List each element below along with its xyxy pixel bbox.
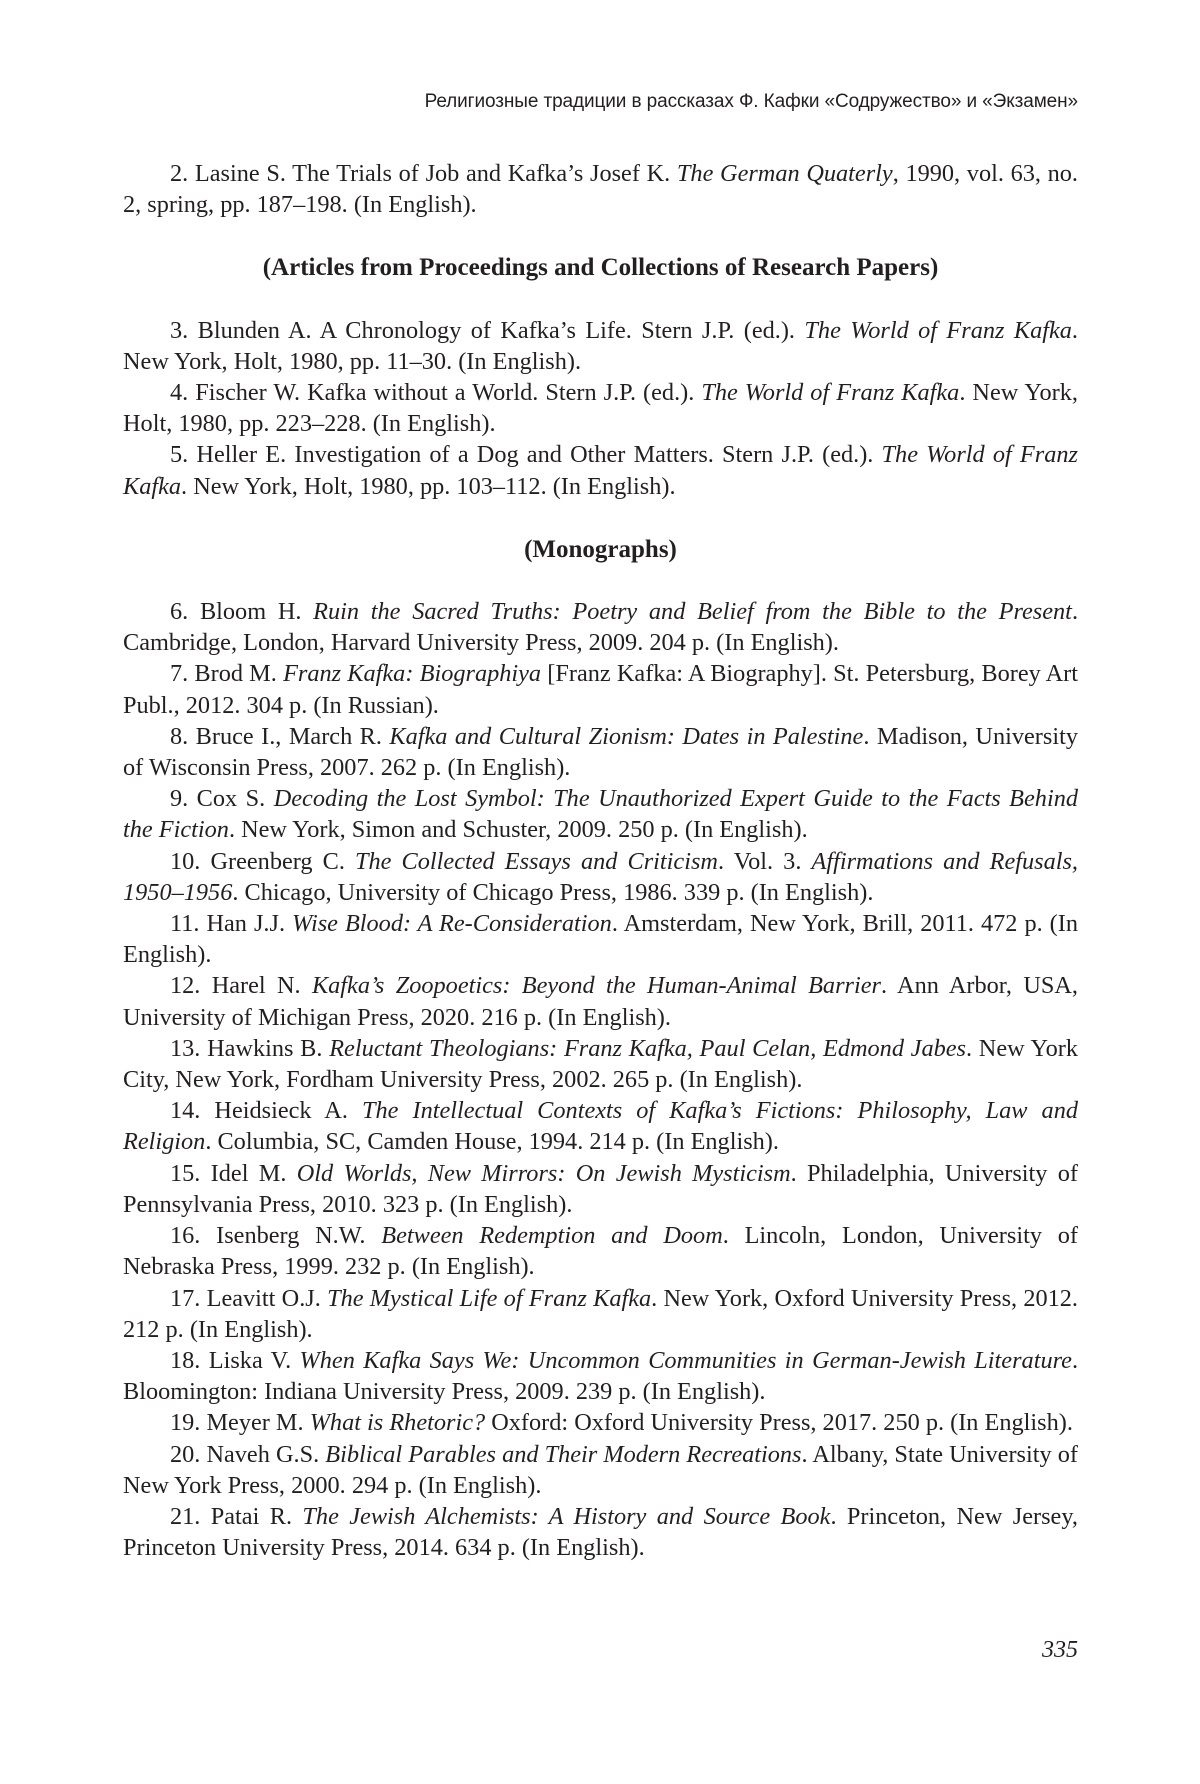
reference-entry <box>123 1501 1078 1563</box>
reference-entry <box>123 596 1078 658</box>
reference-text: 16. Isenberg N.W. <box>170 1222 382 1250</box>
section-spacer <box>123 565 1078 596</box>
reference-text: . Vol. 3. <box>717 847 812 875</box>
reference-text: 19. Meyer M. <box>170 1409 310 1437</box>
reference-list <box>123 158 1078 1563</box>
reference-title: The Collected Essays and Criticism <box>355 847 718 875</box>
reference-text: 6. Bloom H. <box>170 598 314 626</box>
reference-text: [Franz Kafka: A Biography]. St. Petersburg, Borey Art Publ., 2012. 304 p. (In Russian). <box>123 660 1079 719</box>
reference-text: 18. Liska V. <box>170 1346 300 1374</box>
reference-text: . New York, Holt, 1980, pp. 11–30. (In English). <box>123 316 1078 375</box>
reference-text: . New York, Holt, 1980, pp. 103–112. (In English). <box>181 472 676 500</box>
reference-text: . Princeton, New Jersey, Princeton University Press, 2014. 634 p. (In English). <box>123 1502 1078 1562</box>
reference-title: Ruin the Sacred Truths: Poetry and Belief from the Bible to the Present <box>313 598 1072 626</box>
reference-text: . Madison, University of Wisconsin Press, 2007. 262 p. (In English). <box>123 722 1078 782</box>
reference-text: 15. Idel M. <box>170 1159 297 1187</box>
reference-title: When Kafka Says We: Uncommon Communities in German-Jewish Literature <box>299 1346 1072 1374</box>
reference-title: The German Quaterly <box>676 160 893 187</box>
reference-title: The Jewish Alchemists: A History and Source Book <box>302 1502 831 1530</box>
running-header: Религиозные традиции в рассказах Ф. Кафки «Содружество» и «Экзамен» <box>424 91 1078 112</box>
reference-text: 11. Han J.J. <box>170 910 293 938</box>
reference-title: Old Worlds, New Mirrors: On Jewish Mysticism <box>296 1159 791 1187</box>
reference-text: 14. Heidsieck A. <box>170 1097 362 1125</box>
reference-text: 21. Patai R. <box>170 1502 303 1530</box>
reference-text: . Philadelphia, University of Pennsylvania Press, 2010. 323 p. (In English). <box>123 1159 1078 1218</box>
reference-entry <box>123 721 1078 783</box>
reference-text: . New York City, New York, Fordham University Press, 2002. 265 p. (In English). <box>123 1034 1078 1094</box>
reference-entry <box>123 783 1078 845</box>
reference-title: Biblical Parables and Their Modern Recreations <box>325 1440 802 1468</box>
reference-entry <box>123 1158 1078 1220</box>
page-number: 335 <box>1042 1637 1078 1663</box>
reference-entry <box>123 1283 1078 1345</box>
reference-text: . New York, Oxford University Press, 2012. 212 p. (In English). <box>123 1284 1079 1343</box>
reference-text: 9. Cox S. <box>170 785 274 813</box>
reference-text: 8. Bruce I., March R. <box>170 722 390 750</box>
reference-entry <box>123 1033 1078 1095</box>
reference-text: . Lincoln, London, University of Nebraska Press, 1999. 232 p. (In English). <box>123 1222 1078 1281</box>
reference-text: . Chicago, University of Chicago Press, 1986. 339 p. (In English). <box>232 878 874 906</box>
reference-title: What is Rhetoric? <box>309 1409 486 1437</box>
reference-entry <box>123 439 1078 501</box>
section-heading: (Monographs) <box>524 535 677 563</box>
reference-text: 10. Greenberg C. <box>170 847 356 875</box>
reference-entry <box>123 658 1078 720</box>
section-spacer <box>123 284 1078 315</box>
reference-title: Affirmations and Refusals, 1950–1956 <box>123 847 1079 906</box>
reference-title: Reluctant Theologians: Franz Kafka, Paul Celan, Edmond Jabes <box>329 1034 967 1062</box>
reference-title: Kafka’s Zoopoetics: Beyond the Human-Animal Barrier <box>311 972 881 1000</box>
reference-text: . Ann Arbor, USA, University of Michigan Press, 2020. 216 p. (In English). <box>123 972 1079 1031</box>
reference-entry <box>123 1439 1078 1501</box>
reference-text: . New York, Holt, 1980, pp. 223–228. (In English). <box>123 379 1078 438</box>
reference-text: 17. Leavitt O.J. <box>170 1284 328 1312</box>
reference-title: Decoding the Lost Symbol: The Unauthorized Expert Guide to the Facts Behind the Fiction <box>123 785 1078 844</box>
reference-title: Franz Kafka: Biographiya <box>283 660 542 688</box>
reference-text: 4. Fischer W. Kafka without a World. Stern J.P. (ed.). <box>170 379 702 407</box>
reference-title: The Mystical Life of Franz Kafka <box>327 1284 652 1312</box>
section-heading: (Articles from Proceedings and Collections of Research Papers) <box>262 254 939 282</box>
reference-text: , 1990, vol. 63, no. 2, spring, pp. 187–198. (In English). <box>123 160 1079 219</box>
reference-entry <box>123 1220 1078 1282</box>
reference-entry <box>123 315 1078 377</box>
reference-text: 13. Hawkins B. <box>170 1034 330 1062</box>
reference-title: The Intellectual Contexts of Kafka’s Fictions: Philosophy, Law and Religion <box>123 1097 1078 1156</box>
reference-text: . Albany, State University of New York Press, 2000. 294 p. (In English). <box>123 1440 1078 1499</box>
reference-text: . Cambridge, London, Harvard University Press, 2009. 204 p. (In English). <box>123 598 1079 657</box>
reference-text: . Amsterdam, New York, Brill, 2011. 472 p. (In English). <box>123 910 1079 969</box>
reference-text: . Columbia, SC, Camden House, 1994. 214 p. (In English). <box>205 1128 779 1156</box>
reference-entry <box>123 1345 1078 1407</box>
reference-title: Wise Blood: A Re-Consideration <box>292 910 612 938</box>
reference-title: The World of Franz Kafka <box>701 379 960 407</box>
reference-entry <box>123 846 1078 908</box>
reference-entry <box>123 158 1078 220</box>
reference-text: 3. Blunden A. A Chronology of Kafka’s Life. Stern J.P. (ed.). <box>170 316 805 344</box>
reference-text: Oxford: Oxford University Press, 2017. 250 p. (In English). <box>485 1409 1073 1437</box>
reference-text: 12. Harel N. <box>170 972 312 1000</box>
reference-entry <box>123 1407 1078 1438</box>
reference-text: 20. Naveh G.S. <box>170 1440 326 1468</box>
reference-entry <box>123 908 1078 970</box>
section-spacer <box>123 502 1078 534</box>
reference-title: Between Redemption and Doom <box>381 1222 723 1250</box>
reference-text: . Bloomington: Indiana University Press, 2009. 239 p. (In English). <box>123 1346 1079 1406</box>
reference-text: 2. Lasine S. The Trials of Job and Kafka’s Josef K. <box>170 160 677 187</box>
section-spacer <box>123 220 1078 252</box>
reference-title: The World of Franz Kafka <box>123 441 1078 500</box>
reference-text: 5. Heller E. Investigation of a Dog and Other Matters. Stern J.P. (ed.). <box>170 441 882 469</box>
reference-entry <box>123 970 1078 1032</box>
reference-title: Kafka and Cultural Zionism: Dates in Palestine <box>389 722 864 750</box>
reference-text: . New York, Simon and Schuster, 2009. 250 p. (In English). <box>228 816 808 844</box>
page <box>123 0 1078 1784</box>
reference-entry <box>123 1095 1078 1157</box>
reference-text: 7. Brod M. <box>170 660 284 688</box>
reference-title: The World of Franz Kafka <box>804 316 1072 344</box>
reference-entry <box>123 377 1078 439</box>
